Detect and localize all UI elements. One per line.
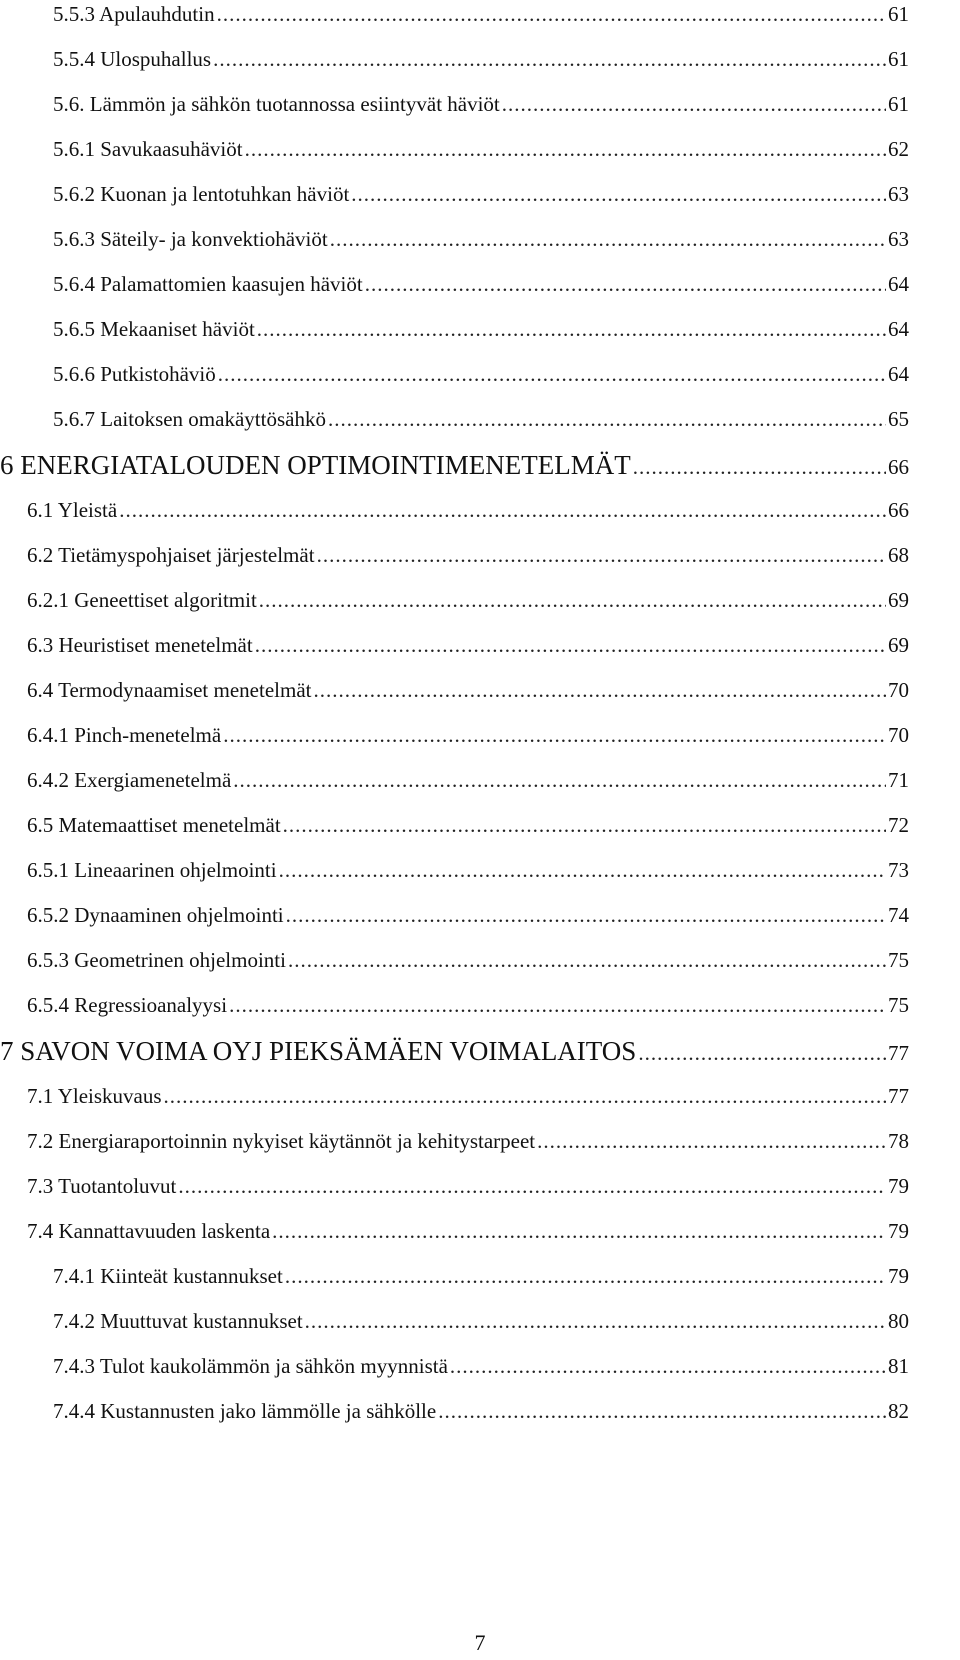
toc-entry[interactable] — [53, 180, 909, 208]
toc-dot-leader — [283, 811, 886, 839]
toc-dot-leader — [365, 270, 886, 298]
toc-dot-leader — [633, 450, 886, 484]
toc-entry[interactable] — [27, 496, 909, 524]
toc-entry-page: 73 — [888, 858, 909, 882]
toc-entry[interactable] — [53, 1307, 909, 1335]
toc-entry-page: 68 — [888, 543, 909, 567]
toc-dot-leader — [313, 676, 886, 704]
toc-entry[interactable] — [27, 721, 909, 749]
toc-dot-leader — [233, 766, 886, 794]
toc-entry-page: 82 — [888, 1399, 909, 1423]
toc-entry-label: 6 ENERGIATALOUDEN OPTIMOINTIMENETELMÄT — [0, 450, 631, 480]
toc-entry[interactable] — [53, 45, 909, 73]
toc-dot-leader — [259, 586, 886, 614]
toc-entry[interactable] — [53, 90, 909, 118]
toc-entry[interactable] — [27, 586, 909, 614]
toc-entry-label: 7.4.3 Tulot kaukolämmön ja sähkön myynnistä — [53, 1354, 448, 1378]
toc-entry-page: 69 — [888, 633, 909, 657]
toc-dot-leader — [317, 541, 886, 569]
toc-entry-label: 5.6.1 Savukaasuhäviöt — [53, 137, 243, 161]
toc-entry-label: 7.3 Tuotantoluvut — [27, 1174, 177, 1198]
toc-entry-page: 75 — [888, 993, 909, 1017]
toc-entry-label: 6.5.3 Geometrinen ohjelmointi — [27, 948, 286, 972]
toc-dot-leader — [502, 90, 886, 118]
toc-dot-leader — [229, 991, 886, 1019]
toc-entry-page: 62 — [888, 137, 909, 161]
toc-dot-leader — [450, 1352, 886, 1380]
toc-dot-leader — [255, 631, 886, 659]
page-number: 7 — [474, 1630, 486, 1655]
toc-dot-leader — [218, 360, 886, 388]
toc-entry-page: 63 — [888, 182, 909, 206]
toc-entry-label: 6.5.2 Dynaaminen ohjelmointi — [27, 903, 284, 927]
toc-dot-leader — [328, 405, 886, 433]
toc-entry-page: 81 — [888, 1354, 909, 1378]
toc-entry-page: 70 — [888, 678, 909, 702]
toc-entry[interactable] — [53, 1352, 909, 1380]
toc-entry-page: 77 — [888, 1041, 909, 1065]
toc-entry[interactable] — [27, 991, 909, 1019]
toc-entry-label: 5.6. Lämmön ja sähkön tuotannossa esiintyvät häviöt — [53, 92, 500, 116]
toc-entry[interactable] — [27, 946, 909, 974]
toc-entry-page: 61 — [888, 47, 909, 71]
toc-entry-page: 66 — [888, 498, 909, 522]
toc-entry-label: 6.5.4 Regressioanalyysi — [27, 993, 228, 1017]
toc-entry-label: 6.2 Tietämyspohjaiset järjestelmät — [27, 543, 315, 567]
toc-entry-label: 7.2 Energiaraportoinnin nykyiset käytännöt ja kehitystarpeet — [27, 1129, 536, 1153]
toc-entry[interactable] — [27, 811, 909, 839]
toc-dot-leader — [217, 0, 886, 28]
toc-entry[interactable] — [27, 856, 909, 884]
toc-dot-leader — [272, 1217, 886, 1245]
toc-entry-page: 79 — [888, 1219, 909, 1243]
toc-dot-leader — [285, 1262, 886, 1290]
toc-entry-label: 7.4.1 Kiinteät kustannukset — [53, 1264, 283, 1288]
toc-entry-label: 7.4 Kannattavuuden laskenta — [27, 1219, 271, 1243]
toc-entry[interactable] — [53, 135, 909, 163]
toc-entry-label: 7.4.2 Muuttuvat kustannukset — [53, 1309, 303, 1333]
toc-chapter-heading[interactable] — [0, 1034, 909, 1068]
toc-entry[interactable] — [27, 631, 909, 659]
toc-entry-page: 64 — [888, 362, 909, 386]
toc-entry[interactable] — [27, 901, 909, 929]
toc-entry-page: 64 — [888, 317, 909, 341]
toc-entry-label: 7 SAVON VOIMA OYJ PIEKSÄMÄEN VOIMALAITOS — [0, 1036, 637, 1066]
toc-entry-page: 80 — [888, 1309, 909, 1333]
toc-dot-leader — [288, 946, 886, 974]
toc-entry-page: 69 — [888, 588, 909, 612]
toc-entry-page: 64 — [888, 272, 909, 296]
toc-entry-label: 5.5.3 Apulauhdutin — [53, 2, 215, 26]
toc-entry[interactable] — [53, 270, 909, 298]
toc-entry-page: 72 — [888, 813, 909, 837]
toc-entry-page: 61 — [888, 2, 909, 26]
toc-entry[interactable] — [53, 0, 909, 28]
toc-entry-label: 5.5.4 Ulospuhallus — [53, 47, 212, 71]
toc-dot-leader — [638, 1036, 886, 1070]
toc-entry[interactable] — [53, 315, 909, 343]
toc-chapter-heading[interactable] — [0, 448, 909, 482]
toc-dot-leader — [537, 1127, 886, 1155]
toc-dot-leader — [213, 45, 886, 73]
toc-entry[interactable] — [27, 1082, 909, 1110]
toc-entry-page: 75 — [888, 948, 909, 972]
toc-entry-page: 61 — [888, 92, 909, 116]
toc-entry-label: 6.3 Heuristiset menetelmät — [27, 633, 253, 657]
toc-entry-label: 5.6.4 Palamattomien kaasujen häviöt — [53, 272, 363, 296]
toc-entry-page: 70 — [888, 723, 909, 747]
toc-dot-leader — [305, 1307, 886, 1335]
toc-entry-label: 6.5.1 Lineaarinen ohjelmointi — [27, 858, 277, 882]
toc-entry[interactable] — [53, 1397, 909, 1425]
toc-dot-leader — [223, 721, 886, 749]
toc-entry-page: 71 — [888, 768, 909, 792]
toc-entry-label: 6.2.1 Geneettiset algoritmit — [27, 588, 257, 612]
toc-entry-label: 7.4.4 Kustannusten jako lämmölle ja sähkölle — [53, 1399, 437, 1423]
toc-dot-leader — [257, 315, 886, 343]
toc-entry[interactable] — [27, 1172, 909, 1200]
toc-dot-leader — [351, 180, 886, 208]
toc-entry-page: 63 — [888, 227, 909, 251]
toc-dot-leader — [438, 1397, 886, 1425]
toc-entry-label: 7.1 Yleiskuvaus — [27, 1084, 162, 1108]
toc-entry-page: 66 — [888, 455, 909, 479]
toc-entry-label: 5.6.3 Säteily- ja konvektiohäviöt — [53, 227, 328, 251]
toc-entry-page: 65 — [888, 407, 909, 431]
toc-entry-label: 6.4.1 Pinch-menetelmä — [27, 723, 222, 747]
toc-entry[interactable] — [27, 676, 909, 704]
toc-dot-leader — [178, 1172, 886, 1200]
toc-dot-leader — [286, 901, 886, 929]
toc-entry[interactable] — [53, 225, 909, 253]
toc-dot-leader — [245, 135, 886, 163]
toc-entry-label: 5.6.6 Putkistohäviö — [53, 362, 216, 386]
toc-entry-page: 77 — [888, 1084, 909, 1108]
toc-entry[interactable] — [53, 360, 909, 388]
toc-entry-label: 6.1 Yleistä — [27, 498, 118, 522]
toc-dot-leader — [330, 225, 886, 253]
toc-entry-page: 79 — [888, 1174, 909, 1198]
toc-entry-label: 6.4 Termodynaamiset menetelmät — [27, 678, 312, 702]
toc-entry-label: 5.6.2 Kuonan ja lentotuhkan häviöt — [53, 182, 350, 206]
toc-entry-label: 6.5 Matemaattiset menetelmät — [27, 813, 281, 837]
toc-entry-page: 74 — [888, 903, 909, 927]
toc-entry[interactable] — [53, 1262, 909, 1290]
toc-entry-label: 5.6.7 Laitoksen omakäyttösähkö — [53, 407, 326, 431]
toc-dot-leader — [164, 1082, 886, 1110]
toc-entry[interactable] — [27, 766, 909, 794]
toc-entry[interactable] — [27, 1127, 909, 1155]
toc-entry-page: 78 — [888, 1129, 909, 1153]
toc-entry[interactable] — [27, 1217, 909, 1245]
toc-dot-leader — [279, 856, 886, 884]
toc-entry-page: 79 — [888, 1264, 909, 1288]
toc-entry[interactable] — [53, 405, 909, 433]
toc-entry[interactable] — [27, 541, 909, 569]
toc-dot-leader — [119, 496, 886, 524]
toc-entry-label: 5.6.5 Mekaaniset häviöt — [53, 317, 255, 341]
toc-entry-label: 6.4.2 Exergiamenetelmä — [27, 768, 232, 792]
